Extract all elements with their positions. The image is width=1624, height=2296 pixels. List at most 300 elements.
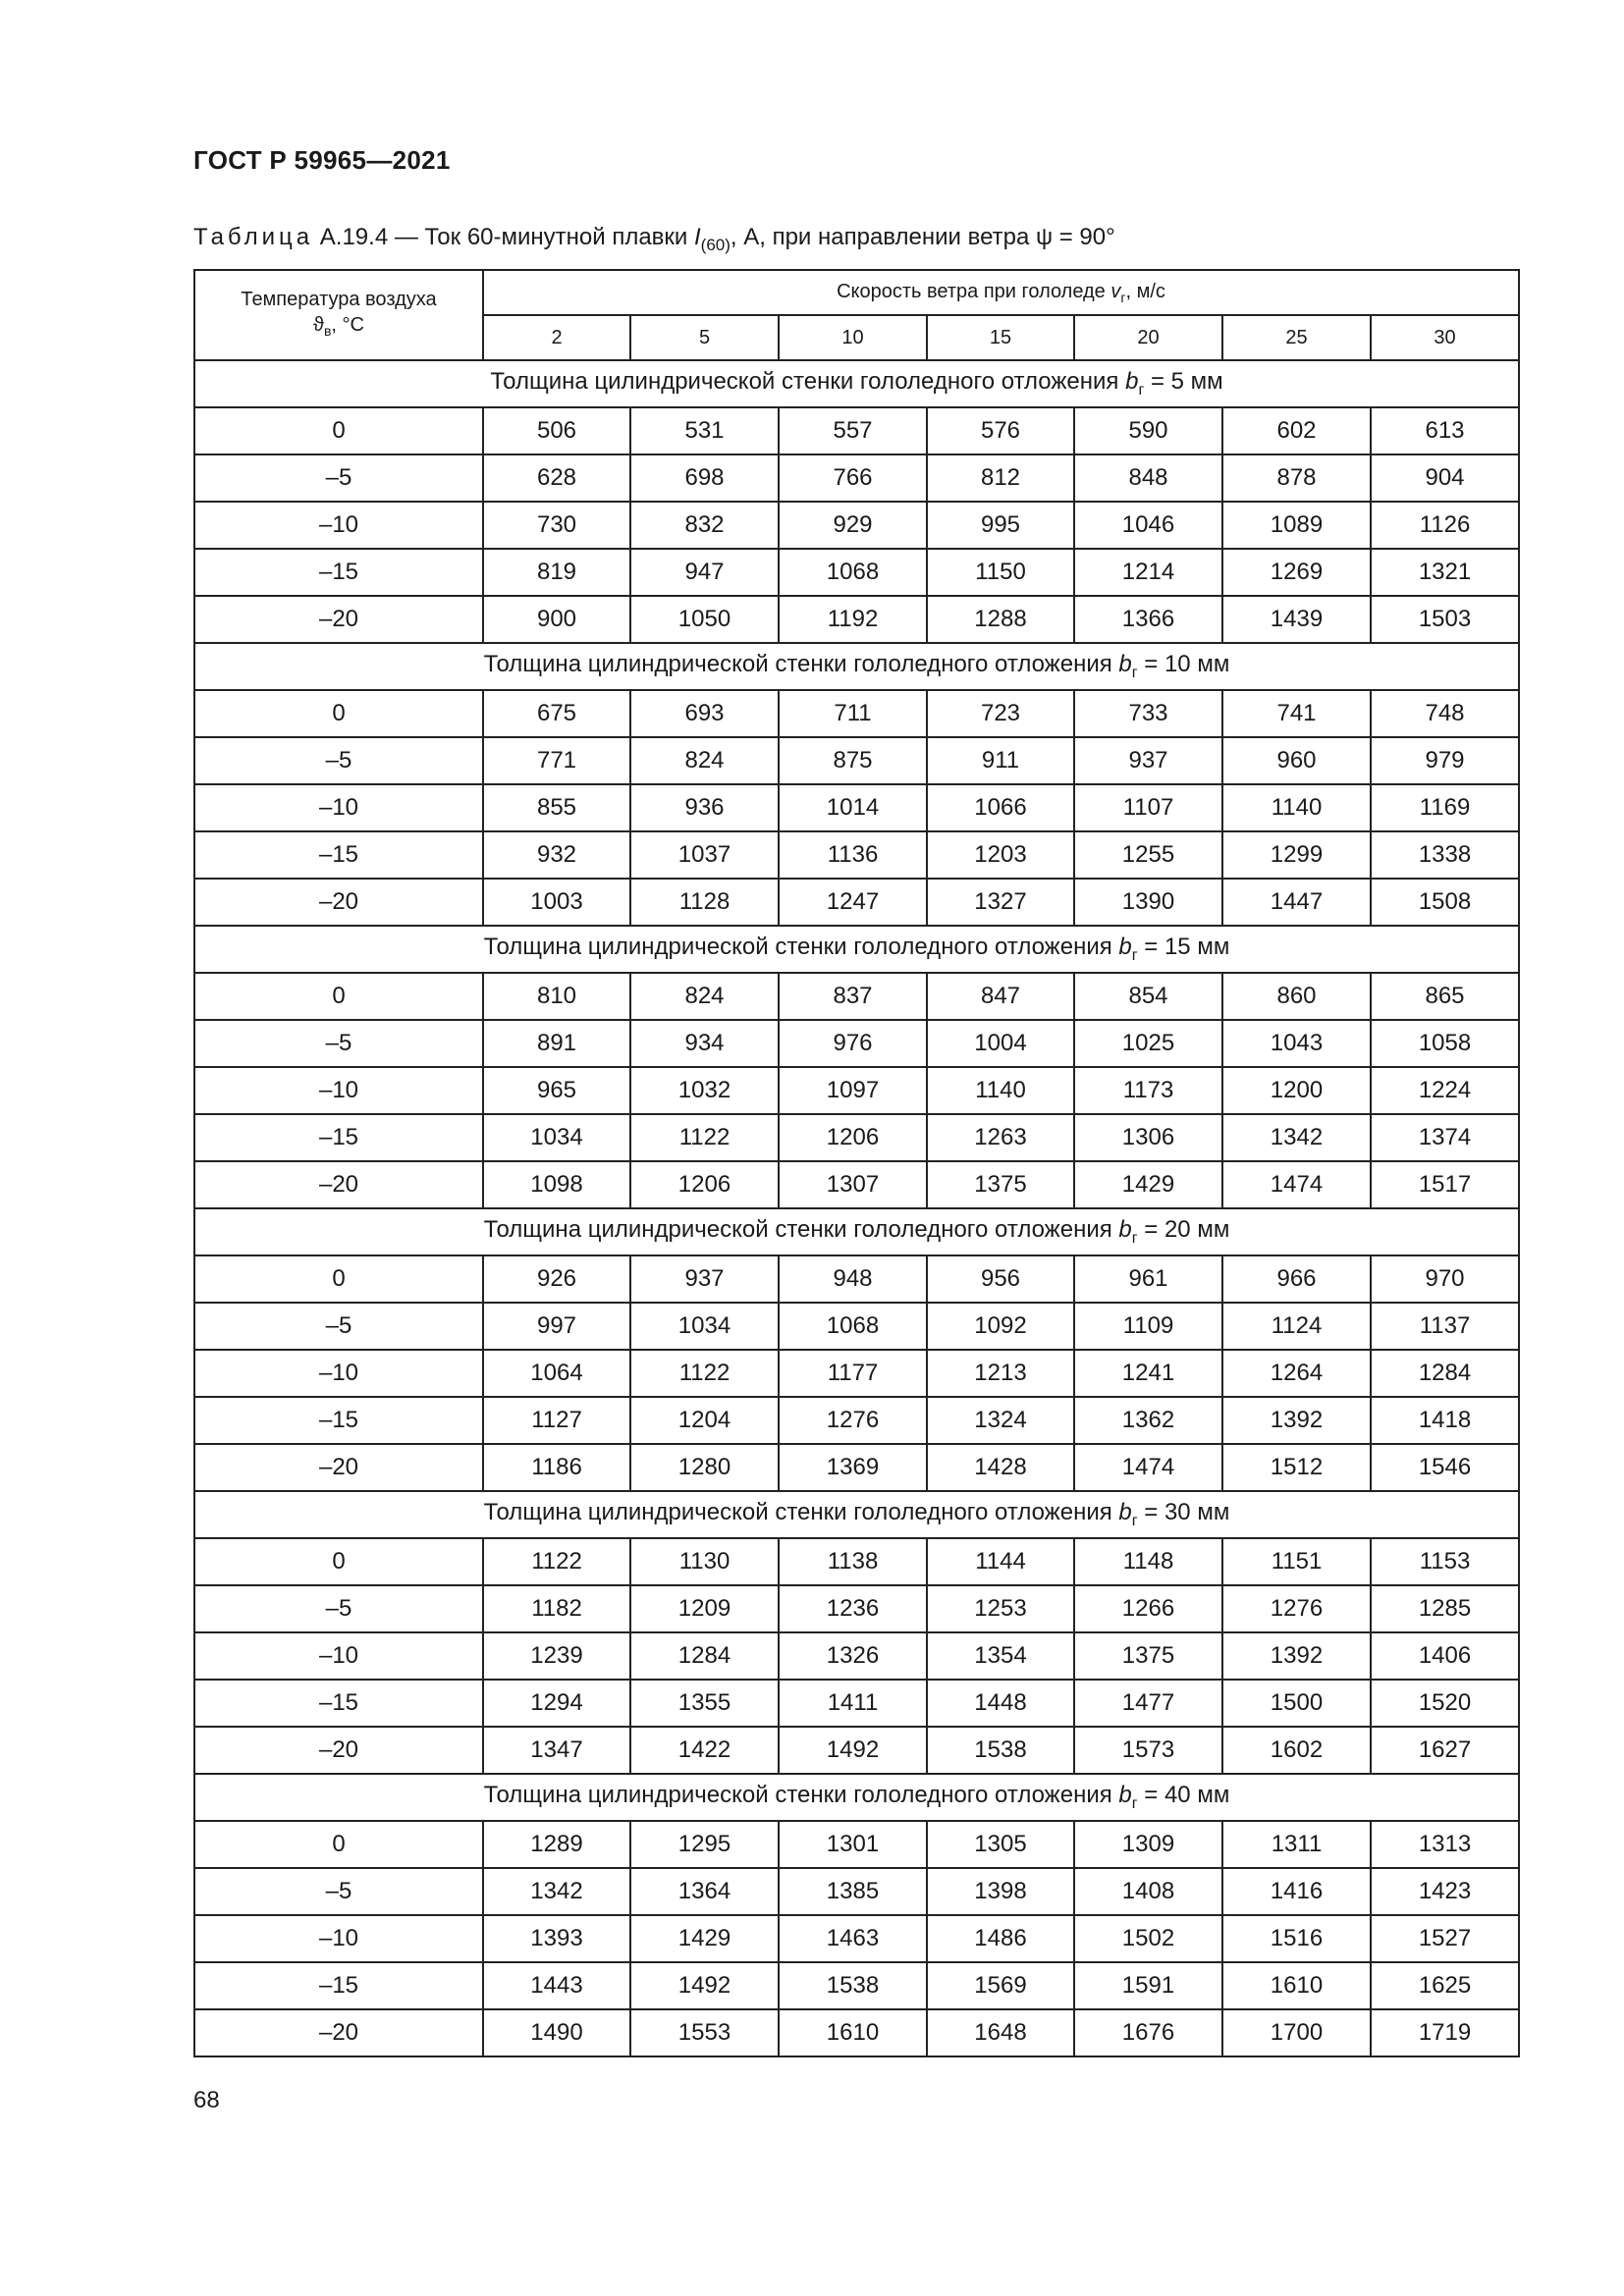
current-value-cell: 966: [1222, 1255, 1371, 1303]
current-value-cell: 1338: [1371, 831, 1519, 879]
table-row: [194, 1538, 1519, 1585]
current-value-cell: 1393: [483, 1915, 630, 1962]
temperature-cell: 0: [194, 1821, 483, 1868]
table-row: [194, 1020, 1519, 1067]
current-value-cell: 730: [483, 502, 630, 549]
caption-text-before: — Ток 60-минутной плавки: [394, 224, 694, 250]
temperature-cell: 0: [194, 1255, 483, 1303]
current-value-cell: 1034: [483, 1114, 630, 1161]
current-value-cell: 961: [1074, 1255, 1222, 1303]
current-value-cell: 911: [927, 737, 1074, 784]
current-value-cell: 628: [483, 454, 630, 502]
current-value-cell: 1209: [630, 1585, 779, 1632]
current-value-cell: 590: [1074, 407, 1222, 454]
current-value-cell: 1354: [927, 1632, 1074, 1680]
temperature-cell: –20: [194, 1727, 483, 1774]
current-value-cell: 1058: [1371, 1020, 1519, 1067]
wind-speed-value: 10: [779, 315, 927, 360]
current-value-cell: 1138: [779, 1538, 927, 1585]
current-value-cell: 1014: [779, 784, 927, 831]
section-title-sub: г: [1138, 381, 1145, 399]
current-value-cell: 1213: [927, 1350, 1074, 1397]
current-value-cell: 832: [630, 502, 779, 549]
current-value-cell: 1192: [779, 596, 927, 643]
current-value-cell: 937: [630, 1255, 779, 1303]
current-value-cell: 766: [779, 454, 927, 502]
current-value-cell: 1477: [1074, 1680, 1222, 1727]
current-value-cell: 1326: [779, 1632, 927, 1680]
current-value-cell: 733: [1074, 690, 1222, 737]
current-value-cell: 741: [1222, 690, 1371, 737]
current-value-cell: 1186: [483, 1444, 630, 1491]
current-value-cell: 891: [483, 1020, 630, 1067]
section-title: [194, 1208, 1519, 1255]
temperature-cell: –15: [194, 1680, 483, 1727]
temperature-symbol: ϑ: [313, 314, 324, 336]
table-row: [194, 2009, 1519, 2056]
current-value-cell: 848: [1074, 454, 1222, 502]
current-value-cell: 1306: [1074, 1114, 1222, 1161]
current-value-cell: 1109: [1074, 1303, 1222, 1350]
current-value-cell: 1538: [779, 1962, 927, 2009]
current-value-cell: 1520: [1371, 1680, 1519, 1727]
current-value-cell: 855: [483, 784, 630, 831]
current-value-cell: 1527: [1371, 1915, 1519, 1962]
current-value-cell: 1140: [927, 1067, 1074, 1114]
current-value-cell: 1003: [483, 879, 630, 926]
current-value-cell: 1390: [1074, 879, 1222, 926]
current-value-cell: 1124: [1222, 1303, 1371, 1350]
table-row: [194, 549, 1519, 596]
current-value-cell: 748: [1371, 690, 1519, 737]
current-value-cell: 1266: [1074, 1585, 1222, 1632]
current-value-cell: 1321: [1371, 549, 1519, 596]
current-value-cell: 1429: [630, 1915, 779, 1962]
temperature-cell: –5: [194, 1585, 483, 1632]
current-value-cell: 878: [1222, 454, 1371, 502]
current-value-cell: 1127: [483, 1397, 630, 1444]
current-value-cell: 854: [1074, 973, 1222, 1020]
temperature-cell: –15: [194, 549, 483, 596]
current-value-cell: 557: [779, 407, 927, 454]
current-value-cell: 1136: [779, 831, 927, 879]
temperature-header-label: Температура воздуха: [241, 289, 437, 310]
current-value-cell: 1474: [1222, 1161, 1371, 1208]
current-value-cell: 1068: [779, 1303, 927, 1350]
current-value-cell: 1203: [927, 831, 1074, 879]
section-title-prefix: Толщина цилиндрической стенки гололедного отложения: [483, 651, 1119, 678]
section-title-var: b: [1118, 934, 1132, 961]
current-value-cell: 819: [483, 549, 630, 596]
table-row: [194, 1350, 1519, 1397]
current-value-cell: 1177: [779, 1350, 927, 1397]
table-row: [194, 690, 1519, 737]
current-value-cell: 1089: [1222, 502, 1371, 549]
current-value-cell: 979: [1371, 737, 1519, 784]
current-value-cell: 1439: [1222, 596, 1371, 643]
current-value-cell: 1366: [1074, 596, 1222, 643]
table-row: [194, 502, 1519, 549]
current-value-cell: 1546: [1371, 1444, 1519, 1491]
current-value-cell: 1295: [630, 1821, 779, 1868]
current-value-cell: 1516: [1222, 1915, 1371, 1962]
temperature-cell: –10: [194, 502, 483, 549]
section-title: [194, 360, 1519, 407]
temperature-cell: 0: [194, 1538, 483, 1585]
temperature-cell: –20: [194, 2009, 483, 2056]
current-value-cell: 1309: [1074, 1821, 1222, 1868]
current-value-cell: 1324: [927, 1397, 1074, 1444]
section-title-suffix: = 20 мм: [1137, 1216, 1230, 1244]
section-title-prefix: Толщина цилиндрической стенки гололедного отложения: [483, 1499, 1119, 1526]
current-value-cell: 1025: [1074, 1020, 1222, 1067]
wind-speed-var: v: [1110, 280, 1121, 302]
current-value-cell: 1362: [1074, 1397, 1222, 1444]
current-value-cell: 1418: [1371, 1397, 1519, 1444]
current-value-cell: 1276: [1222, 1585, 1371, 1632]
page-number: 68: [193, 2087, 220, 2113]
current-value-cell: 1144: [927, 1538, 1074, 1585]
temperature-cell: 0: [194, 407, 483, 454]
current-value-cell: 1241: [1074, 1350, 1222, 1397]
temperature-cell: –20: [194, 879, 483, 926]
temperature-cell: 0: [194, 690, 483, 737]
current-value-cell: 1327: [927, 879, 1074, 926]
section-title-suffix: = 40 мм: [1137, 1782, 1230, 1809]
current-value-cell: 965: [483, 1067, 630, 1114]
current-value-cell: 1305: [927, 1821, 1074, 1868]
current-value-cell: 1098: [483, 1161, 630, 1208]
current-value-cell: 1264: [1222, 1350, 1371, 1397]
current-value-cell: 837: [779, 973, 927, 1020]
current-value-cell: 1239: [483, 1632, 630, 1680]
section-title: [194, 1774, 1519, 1821]
table-row: [194, 1821, 1519, 1868]
caption-var-sub: (60): [700, 235, 731, 254]
caption-text-after: , А, при направлении ветра ψ = 90°: [730, 224, 1115, 250]
table-row: [194, 1632, 1519, 1680]
current-value-cell: 904: [1371, 454, 1519, 502]
current-value-cell: 970: [1371, 1255, 1519, 1303]
table-row: [194, 407, 1519, 454]
current-value-cell: 1428: [927, 1444, 1074, 1491]
temperature-cell: –15: [194, 1114, 483, 1161]
current-value-cell: 1182: [483, 1585, 630, 1632]
section-title-suffix: = 10 мм: [1137, 651, 1230, 678]
current-value-cell: 1284: [1371, 1350, 1519, 1397]
current-value-cell: 1263: [927, 1114, 1074, 1161]
current-value-cell: 1037: [630, 831, 779, 879]
current-value-cell: 926: [483, 1255, 630, 1303]
current-value-cell: 1247: [779, 879, 927, 926]
current-value-cell: 1503: [1371, 596, 1519, 643]
current-value-cell: 1299: [1222, 831, 1371, 879]
current-value-cell: 1043: [1222, 1020, 1371, 1067]
section-title-suffix: = 15 мм: [1137, 934, 1230, 961]
current-value-cell: 1204: [630, 1397, 779, 1444]
current-value-cell: 1253: [927, 1585, 1074, 1632]
current-value-cell: 1050: [630, 596, 779, 643]
temperature-header: [194, 270, 483, 360]
current-value-cell: 1648: [927, 2009, 1074, 2056]
current-value-cell: 576: [927, 407, 1074, 454]
current-value-cell: 1602: [1222, 1727, 1371, 1774]
current-value-cell: 934: [630, 1020, 779, 1067]
temperature-cell: –5: [194, 454, 483, 502]
table-row: [194, 1680, 1519, 1727]
section-title-prefix: Толщина цилиндрической стенки гололедного отложения: [490, 368, 1126, 396]
temperature-cell: –5: [194, 1868, 483, 1915]
current-value-cell: 824: [630, 973, 779, 1020]
table-caption: [193, 224, 1115, 255]
wind-speed-value: 20: [1074, 315, 1222, 360]
current-value-cell: 1307: [779, 1161, 927, 1208]
temperature-cell: –20: [194, 1161, 483, 1208]
document-code: ГОСТ Р 59965—2021: [193, 145, 451, 175]
current-value-cell: 1066: [927, 784, 1074, 831]
current-value-cell: 1490: [483, 2009, 630, 2056]
section-title-prefix: Толщина цилиндрической стенки гололедного отложения: [483, 1782, 1119, 1809]
temperature-cell: –10: [194, 784, 483, 831]
section-header-row: [194, 1491, 1519, 1538]
table-row: [194, 973, 1519, 1020]
current-value-cell: 1610: [779, 2009, 927, 2056]
wind-speed-unit: , м/с: [1125, 280, 1165, 302]
current-value-cell: 1140: [1222, 784, 1371, 831]
current-value-cell: 1553: [630, 2009, 779, 2056]
table-row: [194, 1397, 1519, 1444]
current-value-cell: 1301: [779, 1821, 927, 1868]
current-value-cell: 810: [483, 973, 630, 1020]
current-value-cell: 1492: [779, 1727, 927, 1774]
current-value-cell: 1502: [1074, 1915, 1222, 1962]
section-header-row: [194, 643, 1519, 690]
table-row: [194, 879, 1519, 926]
current-value-cell: 847: [927, 973, 1074, 1020]
current-value-cell: 937: [1074, 737, 1222, 784]
table-row: [194, 784, 1519, 831]
current-value-cell: 506: [483, 407, 630, 454]
table-row: [194, 1585, 1519, 1632]
temperature-cell: –10: [194, 1915, 483, 1962]
current-value-cell: 1610: [1222, 1962, 1371, 2009]
temperature-unit: , °C: [331, 314, 364, 336]
section-title-sub: г: [1131, 664, 1138, 681]
current-value-cell: 1374: [1371, 1114, 1519, 1161]
current-value-cell: 1342: [483, 1868, 630, 1915]
current-value-cell: 1500: [1222, 1680, 1371, 1727]
current-value-cell: 1347: [483, 1727, 630, 1774]
current-value-cell: 1447: [1222, 879, 1371, 926]
current-value-cell: 1375: [927, 1161, 1074, 1208]
current-value-cell: 1107: [1074, 784, 1222, 831]
table-row: [194, 1915, 1519, 1962]
section-title-sub: г: [1131, 946, 1138, 964]
section-title-sub: г: [1131, 1512, 1138, 1529]
current-value-cell: 812: [927, 454, 1074, 502]
current-value-cell: 1416: [1222, 1868, 1371, 1915]
current-value-cell: 1591: [1074, 1962, 1222, 2009]
current-value-cell: 1150: [927, 549, 1074, 596]
section-title-suffix: = 5 мм: [1144, 368, 1223, 396]
temperature-cell: –15: [194, 1962, 483, 2009]
current-value-cell: 1508: [1371, 879, 1519, 926]
current-value-cell: 1122: [630, 1114, 779, 1161]
temperature-cell: –15: [194, 1397, 483, 1444]
table-row: [194, 454, 1519, 502]
current-value-cell: 1173: [1074, 1067, 1222, 1114]
wind-speed-header-label: Скорость ветра при гололеде: [837, 280, 1111, 302]
table-row: [194, 1255, 1519, 1303]
current-value-cell: 948: [779, 1255, 927, 1303]
section-title-var: b: [1118, 1499, 1132, 1526]
current-value-cell: 960: [1222, 737, 1371, 784]
current-value-cell: 929: [779, 502, 927, 549]
current-value-cell: 1398: [927, 1868, 1074, 1915]
wind-speed-value: 5: [630, 315, 779, 360]
current-value-cell: 1311: [1222, 1821, 1371, 1868]
section-header-row: [194, 1774, 1519, 1821]
current-value-cell: 1284: [630, 1632, 779, 1680]
wind-speed-value: 25: [1222, 315, 1371, 360]
current-value-cell: 1474: [1074, 1444, 1222, 1491]
current-value-cell: 613: [1371, 407, 1519, 454]
temperature-cell: –10: [194, 1067, 483, 1114]
current-value-cell: 1137: [1371, 1303, 1519, 1350]
table-row: [194, 831, 1519, 879]
table-row: [194, 1868, 1519, 1915]
current-value-cell: 698: [630, 454, 779, 502]
current-value-cell: 1130: [630, 1538, 779, 1585]
current-value-cell: 1492: [630, 1962, 779, 2009]
current-value-cell: 1206: [630, 1161, 779, 1208]
temperature-symbol-sub: в: [323, 323, 332, 339]
current-value-cell: 1236: [779, 1585, 927, 1632]
wind-speed-value: 15: [927, 315, 1074, 360]
current-value-cell: 1700: [1222, 2009, 1371, 2056]
current-value-cell: 723: [927, 690, 1074, 737]
temperature-cell: –15: [194, 831, 483, 879]
current-value-cell: 1294: [483, 1680, 630, 1727]
current-value-cell: 1627: [1371, 1727, 1519, 1774]
table-row: [194, 1161, 1519, 1208]
current-value-cell: 602: [1222, 407, 1371, 454]
section-header-row: [194, 1208, 1519, 1255]
current-value-cell: 1169: [1371, 784, 1519, 831]
current-value-cell: 1224: [1371, 1067, 1519, 1114]
wind-speed-value: 30: [1371, 315, 1519, 360]
current-value-cell: 956: [927, 1255, 1074, 1303]
current-value-cell: 1486: [927, 1915, 1074, 1962]
section-title-var: b: [1118, 651, 1132, 678]
current-value-cell: 1406: [1371, 1632, 1519, 1680]
current-value-cell: 1269: [1222, 549, 1371, 596]
current-value-cell: 1097: [779, 1067, 927, 1114]
current-value-cell: 860: [1222, 973, 1371, 1020]
current-value-cell: 693: [630, 690, 779, 737]
caption-prefix: Таблица: [193, 224, 314, 250]
current-value-cell: 824: [630, 737, 779, 784]
current-value-cell: 947: [630, 549, 779, 596]
section-title-sub: г: [1131, 1794, 1138, 1812]
current-value-cell: 1151: [1222, 1538, 1371, 1585]
table-row: [194, 1444, 1519, 1491]
current-value-cell: 976: [779, 1020, 927, 1067]
section-title-var: b: [1118, 1782, 1132, 1809]
current-value-cell: 1392: [1222, 1632, 1371, 1680]
current-value-cell: 1676: [1074, 2009, 1222, 2056]
current-value-cell: 1538: [927, 1727, 1074, 1774]
current-value-cell: 1342: [1222, 1114, 1371, 1161]
table-row: [194, 737, 1519, 784]
current-value-cell: 997: [483, 1303, 630, 1350]
section-title-var: b: [1118, 1216, 1132, 1244]
section-title-prefix: Толщина цилиндрической стенки гололедного отложения: [483, 934, 1119, 961]
temperature-cell: –5: [194, 737, 483, 784]
temperature-cell: –20: [194, 1444, 483, 1491]
section-title-var: b: [1125, 368, 1139, 396]
current-value-cell: 1128: [630, 879, 779, 926]
temperature-cell: –10: [194, 1632, 483, 1680]
current-value-cell: 711: [779, 690, 927, 737]
current-value-cell: 1092: [927, 1303, 1074, 1350]
current-value-cell: 1408: [1074, 1868, 1222, 1915]
current-value-cell: 1517: [1371, 1161, 1519, 1208]
current-value-cell: 675: [483, 690, 630, 737]
current-value-cell: 936: [630, 784, 779, 831]
current-value-cell: 1126: [1371, 502, 1519, 549]
current-value-cell: 1313: [1371, 1821, 1519, 1868]
current-value-cell: 1153: [1371, 1538, 1519, 1585]
temperature-cell: 0: [194, 973, 483, 1020]
current-value-cell: 1625: [1371, 1962, 1519, 2009]
current-value-cell: 1280: [630, 1444, 779, 1491]
caption-var: I: [694, 224, 701, 250]
current-value-cell: 1255: [1074, 831, 1222, 879]
current-value-cell: 1422: [630, 1727, 779, 1774]
table-row: [194, 596, 1519, 643]
table-body: [194, 360, 1519, 2056]
current-value-cell: 1032: [630, 1067, 779, 1114]
current-value-cell: 1385: [779, 1868, 927, 1915]
wind-speed-header: [483, 270, 1519, 315]
current-value-cell: 1206: [779, 1114, 927, 1161]
current-value-cell: 1355: [630, 1680, 779, 1727]
section-title: [194, 926, 1519, 973]
table-row: [194, 1067, 1519, 1114]
current-value-cell: 995: [927, 502, 1074, 549]
current-value-cell: 1512: [1222, 1444, 1371, 1491]
current-value-cell: 875: [779, 737, 927, 784]
current-value-cell: 1429: [1074, 1161, 1222, 1208]
current-value-cell: 865: [1371, 973, 1519, 1020]
current-value-cell: 1569: [927, 1962, 1074, 2009]
section-title-sub: г: [1131, 1229, 1138, 1247]
current-value-cell: 1004: [927, 1020, 1074, 1067]
current-table: [193, 269, 1520, 2057]
section-title-suffix: = 30 мм: [1137, 1499, 1230, 1526]
current-value-cell: 531: [630, 407, 779, 454]
current-value-cell: 1375: [1074, 1632, 1222, 1680]
section-header-row: [194, 360, 1519, 407]
current-value-cell: 1068: [779, 549, 927, 596]
table-row: [194, 1962, 1519, 2009]
table-row: [194, 1114, 1519, 1161]
current-value-cell: 1411: [779, 1680, 927, 1727]
current-value-cell: 1719: [1371, 2009, 1519, 2056]
current-value-cell: 771: [483, 737, 630, 784]
current-value-cell: 1122: [630, 1350, 779, 1397]
